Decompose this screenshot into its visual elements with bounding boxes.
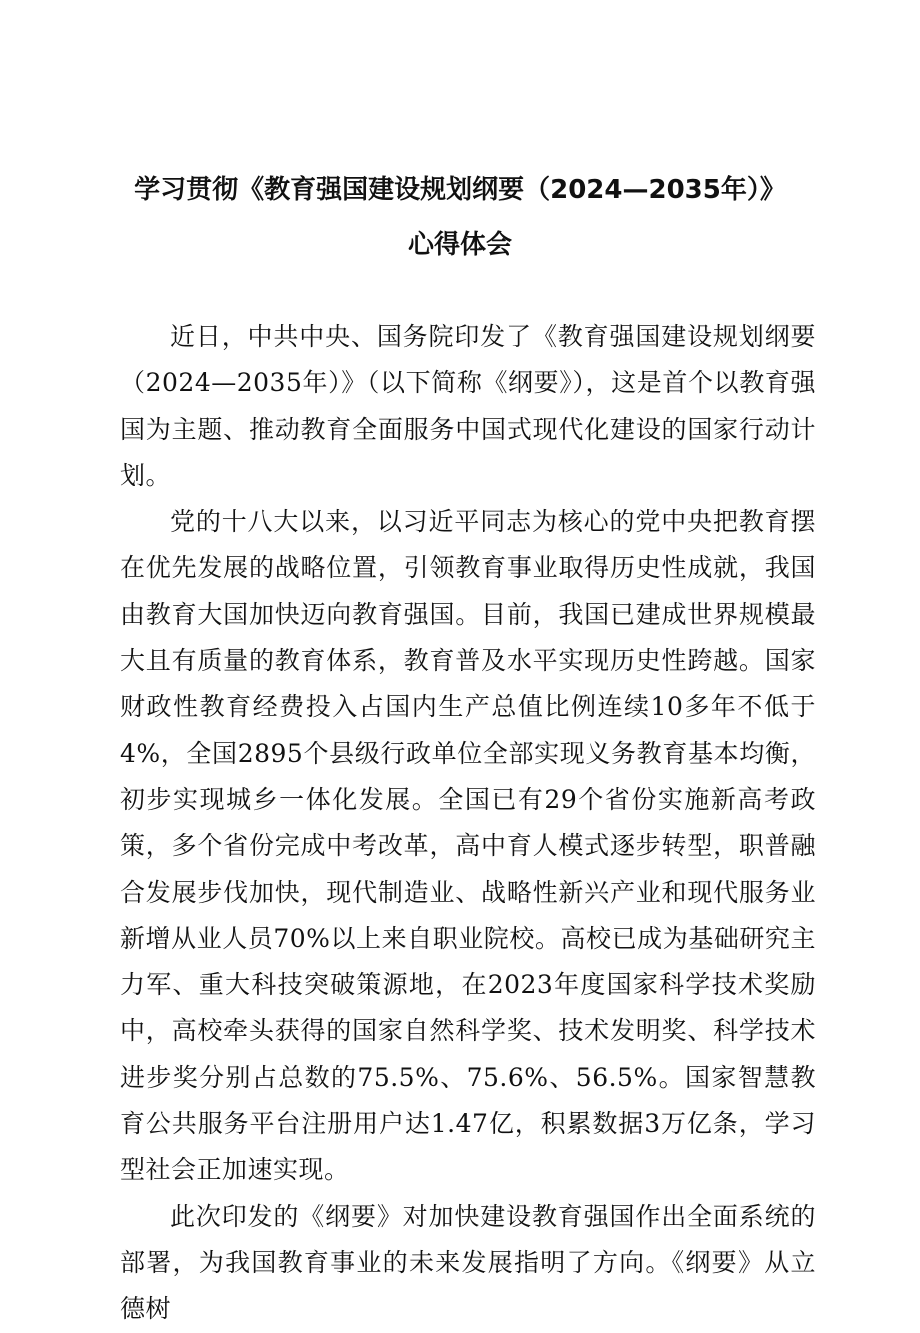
document-title [100, 163, 820, 273]
paragraph-intro: 近日，中共中央、国务院印发了《教育强国建设规划纲要（2024—2035年）》（以下简称《纲要》），这是首个以教育强国为主题、推动教育全面服务中国式现代化建设的国家行动计划。 [120, 322, 816, 490]
paragraph-outline: 此次印发的《纲要》对加快建设教育强国作出全面系统的部署，为我国教育事业的未来发展指明了方向。《纲要》从立德树 [120, 1201, 816, 1324]
title-line-2: 心得体会 [407, 230, 512, 260]
document-body [120, 314, 816, 1333]
title-line-1: 学习贯彻《教育强国建设规划纲要（2024—2035年）》 [134, 175, 786, 205]
paragraph-achievements: 党的十八大以来，以习近平同志为核心的党中央把教育摆在优先发展的战略位置，引领教育事业取得历史性成就，我国由教育大国加快迈向教育强国。目前，我国已建成世界规模最大且有质量的教育体系，教育普及水平实现历史性跨越。国家财政性教育经费投入占国内生产总值比例连续10多年不低于4%，全国2895个县级行政单位全部实现义务教育基本均衡，初步实现城乡一体化发展。全国已有29个省份实施新高考政策，多个省份完成中考改革，高中育人模式逐步转型，职普融合发展步伐加快，现代制造业、战略性新兴产业和现代服务业新增从业人员70%以上来自职业院校。高校已成为基础研究主力军、重大科技突破策源地，在2023年度国家科学技术奖励中，高校牵头获得的国家自然科学奖、技术发明奖、科学技术进步奖分别占总数的75.5%、75.6%、56.5%。国家智慧教育公共服务平台注册用户达1.47亿，积累数据3万亿条，学习型社会正加速实现。 [120, 507, 816, 1185]
